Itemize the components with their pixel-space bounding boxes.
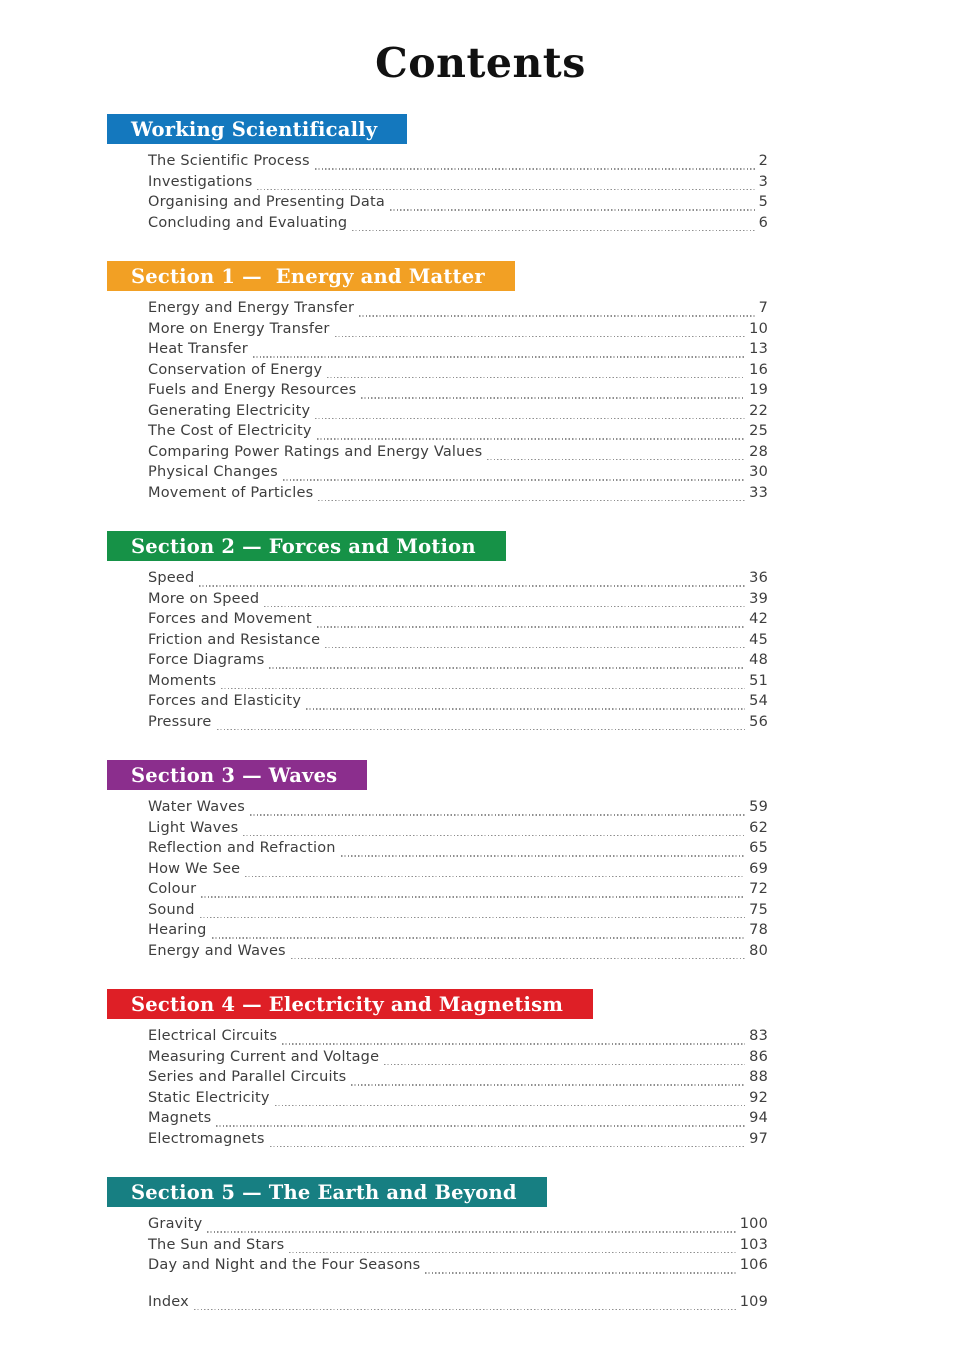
section-header-section-4-electricity-and-magnetism bbox=[107, 989, 593, 1019]
dot-leader bbox=[275, 1105, 745, 1106]
dot-leader bbox=[289, 1252, 735, 1253]
entry-page-number: 97 bbox=[749, 1130, 768, 1147]
toc-section-working-scientifically bbox=[107, 114, 768, 235]
toc-entry bbox=[148, 362, 768, 383]
dot-leader bbox=[243, 835, 745, 836]
entry-title: Electromagnets bbox=[148, 1130, 265, 1147]
toc-entry bbox=[148, 820, 768, 841]
entry-page-number: 94 bbox=[749, 1110, 768, 1126]
toc-entry bbox=[148, 611, 768, 632]
toc-entry bbox=[148, 341, 768, 362]
dot-leader bbox=[253, 356, 745, 357]
dot-leader bbox=[425, 1272, 735, 1273]
dot-leader bbox=[199, 585, 745, 586]
entry-title: Day and Night and the Four Seasons bbox=[148, 1257, 421, 1273]
dot-leader bbox=[390, 209, 755, 210]
dot-leader bbox=[212, 937, 746, 938]
dot-leader bbox=[283, 479, 745, 480]
toc-section-section-1-energy-and-matter bbox=[107, 261, 768, 505]
entry-page-number: 19 bbox=[749, 382, 768, 398]
toc-entry bbox=[148, 673, 768, 694]
dot-leader bbox=[315, 418, 745, 419]
entry-page-number: 25 bbox=[749, 423, 768, 439]
toc-entry bbox=[148, 444, 768, 465]
entry-page-number: 22 bbox=[749, 402, 768, 419]
entry-title: Colour bbox=[148, 881, 197, 897]
entry-title: Series and Parallel Circuits bbox=[148, 1069, 347, 1085]
entry-page-number: 45 bbox=[749, 631, 768, 648]
section-header-label: Section 4 — Electricity and Magnetism bbox=[131, 992, 564, 1016]
toc-entry bbox=[148, 1090, 768, 1111]
entry-title: Index bbox=[148, 1293, 189, 1310]
toc-content bbox=[107, 114, 768, 1314]
entry-title: Light Waves bbox=[148, 819, 239, 836]
entry-title: Concluding and Evaluating bbox=[148, 214, 348, 231]
entry-page-number: 80 bbox=[749, 942, 768, 959]
dot-leader bbox=[327, 377, 745, 378]
entry-page-number: 51 bbox=[749, 672, 768, 689]
entry-title: Comparing Power Ratings and Energy Values bbox=[148, 443, 483, 460]
entry-page-number: 16 bbox=[749, 361, 768, 378]
entry-page-number: 75 bbox=[749, 901, 768, 918]
toc-entry bbox=[148, 799, 768, 820]
entry-title: Physical Changes bbox=[148, 464, 278, 480]
entry-title: Measuring Current and Voltage bbox=[148, 1048, 380, 1065]
entry-page-number: 62 bbox=[749, 819, 768, 836]
entry-title: Forces and Movement bbox=[148, 611, 312, 627]
dot-leader bbox=[384, 1064, 745, 1065]
entry-title: Hearing bbox=[148, 922, 207, 938]
toc-entry bbox=[148, 153, 768, 174]
dot-leader bbox=[325, 647, 745, 648]
entry-title: Friction and Resistance bbox=[148, 631, 321, 648]
entry-title: Sound bbox=[148, 901, 195, 918]
entry-page-number: 28 bbox=[749, 443, 768, 460]
dot-leader bbox=[351, 1084, 745, 1085]
entry-title: Forces and Elasticity bbox=[148, 693, 302, 709]
toc-entry bbox=[148, 1110, 768, 1131]
dot-leader bbox=[317, 438, 746, 439]
entry-title: Fuels and Energy Resources bbox=[148, 382, 357, 398]
entry-title: Water Waves bbox=[148, 799, 246, 815]
section-entries bbox=[107, 1216, 768, 1278]
dot-leader bbox=[200, 917, 745, 918]
dot-leader bbox=[257, 189, 754, 190]
dot-leader bbox=[315, 168, 755, 169]
toc-entry bbox=[148, 464, 768, 485]
toc-entry bbox=[148, 423, 768, 444]
toc-entry bbox=[148, 382, 768, 403]
entry-page-number: 56 bbox=[749, 713, 768, 730]
entry-title: Force Diagrams bbox=[148, 652, 265, 668]
entry-title: Static Electricity bbox=[148, 1089, 270, 1106]
dot-leader bbox=[194, 1309, 736, 1310]
entry-title: Generating Electricity bbox=[148, 402, 311, 419]
toc-entry bbox=[148, 174, 768, 195]
entry-page-number: 72 bbox=[749, 881, 768, 897]
dot-leader bbox=[318, 500, 745, 501]
section-header-section-3-waves bbox=[107, 760, 367, 790]
toc-section-section-5-the-earth-and-beyond bbox=[107, 1177, 768, 1278]
dot-leader bbox=[221, 688, 745, 689]
section-entries bbox=[107, 153, 768, 235]
dot-leader bbox=[359, 315, 754, 316]
entry-page-number: 54 bbox=[749, 693, 768, 709]
entry-page-number: 100 bbox=[739, 1216, 768, 1232]
section-header-label: Section 3 — Waves bbox=[131, 763, 338, 787]
dot-leader bbox=[264, 606, 745, 607]
toc-entry bbox=[148, 652, 768, 673]
entry-title: Moments bbox=[148, 672, 217, 689]
toc-entry-index bbox=[148, 1294, 768, 1315]
toc-entry bbox=[148, 215, 768, 236]
dot-leader bbox=[291, 958, 745, 959]
entry-page-number: 59 bbox=[749, 799, 768, 815]
entry-title: The Cost of Electricity bbox=[148, 423, 312, 439]
toc-entry bbox=[148, 1257, 768, 1278]
toc-entry bbox=[148, 1237, 768, 1258]
entry-title: Speed bbox=[148, 570, 195, 586]
toc-entry bbox=[148, 1028, 768, 1049]
section-entries bbox=[107, 1028, 768, 1151]
section-header-label: Section 1 — Energy and Matter bbox=[131, 264, 485, 288]
entry-title: Pressure bbox=[148, 713, 212, 730]
entry-page-number: 92 bbox=[749, 1089, 768, 1106]
toc-entry bbox=[148, 943, 768, 964]
entry-page-number: 103 bbox=[739, 1236, 768, 1253]
section-entries bbox=[107, 570, 768, 734]
entry-title: Investigations bbox=[148, 173, 253, 190]
dot-leader bbox=[216, 1125, 745, 1126]
section-header-label: Working Scientifically bbox=[131, 117, 378, 141]
dot-leader bbox=[207, 1231, 735, 1232]
toc-entry bbox=[148, 840, 768, 861]
entry-title: Heat Transfer bbox=[148, 341, 248, 357]
toc-entry bbox=[148, 570, 768, 591]
dot-leader bbox=[306, 708, 745, 709]
entry-page-number: 39 bbox=[749, 590, 768, 607]
toc-entry bbox=[148, 300, 768, 321]
section-header-working-scientifically bbox=[107, 114, 407, 144]
dot-leader bbox=[201, 896, 745, 897]
toc-entry bbox=[148, 321, 768, 342]
entry-title: The Scientific Process bbox=[148, 153, 310, 169]
entry-title: More on Speed bbox=[148, 590, 260, 607]
entry-page-number: 7 bbox=[758, 300, 768, 316]
dot-leader bbox=[245, 876, 745, 877]
entry-page-number: 13 bbox=[749, 341, 768, 357]
toc-entry bbox=[148, 632, 768, 653]
dot-leader bbox=[282, 1043, 745, 1044]
dot-leader bbox=[269, 667, 745, 668]
dot-leader bbox=[317, 626, 745, 627]
entry-page-number: 48 bbox=[749, 652, 768, 668]
entry-title: How We See bbox=[148, 860, 241, 877]
toc-entry bbox=[148, 591, 768, 612]
entry-page-number: 2 bbox=[758, 153, 768, 169]
entry-page-number: 42 bbox=[749, 611, 768, 627]
section-header-section-5-the-earth-and-beyond bbox=[107, 1177, 547, 1207]
section-header-section-1-energy-and-matter bbox=[107, 261, 515, 291]
section-header-section-2-forces-and-motion bbox=[107, 531, 506, 561]
entry-title: Movement of Particles bbox=[148, 484, 314, 501]
entry-title: Reflection and Refraction bbox=[148, 840, 336, 856]
section-entries bbox=[107, 799, 768, 963]
entry-page-number: 10 bbox=[749, 320, 768, 337]
toc-entry bbox=[148, 1131, 768, 1152]
section-header-label: Section 2 — Forces and Motion bbox=[131, 534, 476, 558]
section-entries bbox=[107, 300, 768, 505]
entry-page-number: 5 bbox=[758, 194, 768, 210]
toc-entry bbox=[148, 1069, 768, 1090]
dot-leader bbox=[361, 397, 745, 398]
section-header-label: Section 5 — The Earth and Beyond bbox=[131, 1180, 517, 1204]
entry-title: More on Energy Transfer bbox=[148, 320, 330, 337]
entry-page-number: 6 bbox=[758, 214, 768, 231]
entry-page-number: 69 bbox=[749, 860, 768, 877]
entry-page-number: 83 bbox=[749, 1028, 768, 1044]
entry-title: Magnets bbox=[148, 1110, 212, 1126]
page-title: Contents bbox=[375, 39, 586, 87]
entry-page-number: 65 bbox=[749, 840, 768, 856]
entry-title: Electrical Circuits bbox=[148, 1028, 278, 1044]
toc-entry bbox=[148, 1049, 768, 1070]
toc-entry bbox=[148, 902, 768, 923]
entry-page-number: 30 bbox=[749, 464, 768, 480]
entry-title: Conservation of Energy bbox=[148, 361, 323, 378]
entry-title: The Sun and Stars bbox=[148, 1236, 285, 1253]
entry-page-number: 36 bbox=[749, 570, 768, 586]
dot-leader bbox=[217, 729, 746, 730]
sections-container bbox=[107, 114, 768, 1278]
toc-section-section-3-waves bbox=[107, 760, 768, 963]
entry-title: Energy and Waves bbox=[148, 942, 286, 959]
toc-entry bbox=[148, 861, 768, 882]
dot-leader bbox=[270, 1146, 745, 1147]
dot-leader bbox=[487, 459, 745, 460]
entry-page-number: 109 bbox=[739, 1293, 768, 1310]
dot-leader bbox=[341, 855, 745, 856]
entry-page-number: 33 bbox=[749, 484, 768, 501]
toc-section-section-4-electricity-and-magnetism bbox=[107, 989, 768, 1151]
entry-page-number: 106 bbox=[739, 1257, 768, 1273]
toc-entry bbox=[148, 693, 768, 714]
entry-title: Gravity bbox=[148, 1216, 203, 1232]
entry-title: Organising and Presenting Data bbox=[148, 194, 385, 210]
dot-leader bbox=[250, 814, 745, 815]
entry-page-number: 88 bbox=[749, 1069, 768, 1085]
dot-leader bbox=[352, 230, 754, 231]
dot-leader bbox=[335, 336, 746, 337]
toc-entry bbox=[148, 194, 768, 215]
toc-entry bbox=[148, 485, 768, 506]
entry-page-number: 86 bbox=[749, 1048, 768, 1065]
toc-entry bbox=[148, 922, 768, 943]
toc-entry bbox=[148, 403, 768, 424]
toc-section-section-2-forces-and-motion bbox=[107, 531, 768, 734]
toc-entry bbox=[148, 714, 768, 735]
entry-page-number: 78 bbox=[749, 922, 768, 938]
entry-page-number: 3 bbox=[758, 173, 768, 190]
entry-title: Energy and Energy Transfer bbox=[148, 300, 355, 316]
toc-entry bbox=[148, 881, 768, 902]
toc-entry bbox=[148, 1216, 768, 1237]
